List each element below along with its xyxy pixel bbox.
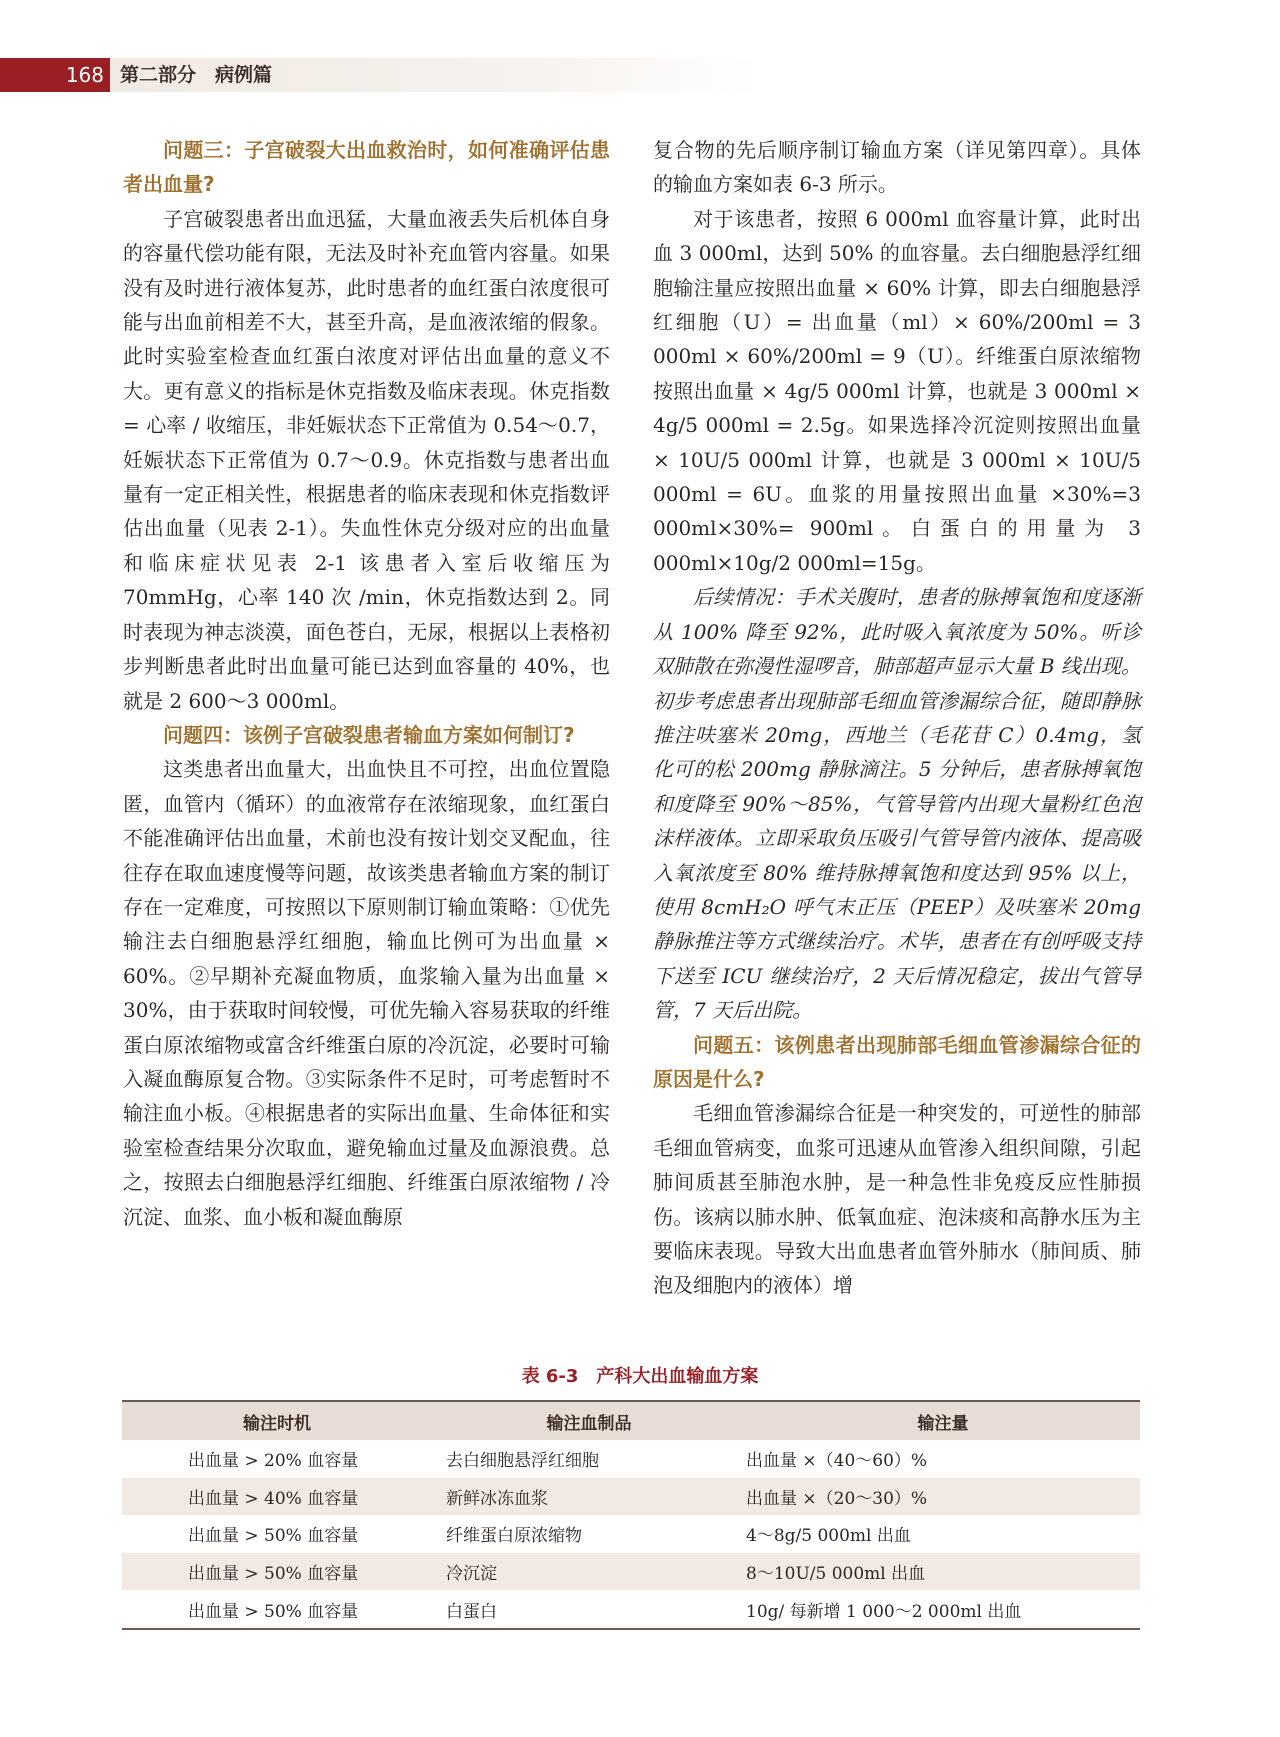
transfusion-table [122, 1400, 1140, 1630]
page-number: 168 [0, 58, 110, 92]
table-row [122, 1553, 1140, 1591]
body-paragraph: 对于该患者，按照 6 000ml 血容量计算，此时出血 3 000ml，达到 50% 的血容量。去白细胞悬浮红细胞输注量应按照出血量 × 60% 计算，即去白细胞悬浮红细胞（U）= 出血量（ml）× 60%/200ml = 3 000ml × 60%/200ml = 9（U）。纤维蛋白原浓缩物按照出血量 × 4g/5 000ml 计算，也就是 3 000ml × 4g/5 000ml = 2.5g。如果选择冷沉淀则按照出血量 × 10U/5 000ml 计算，也就是 3 000ml × 10U/5 000ml = 6U。血浆的用量按照出血量 ×30%=3 000ml×30%= 900ml。白蛋白的用量为 3 000ml×10g/2 000ml=15g。 [653, 206, 1141, 575]
table-cell: 10g/ 每新增 1 000～2 000ml 出血 [746, 1590, 1140, 1629]
table-header-cell: 输注时机 [122, 1401, 432, 1440]
table-cell: 冷沉淀 [432, 1553, 746, 1591]
table-row [122, 1478, 1140, 1516]
table-header-row [122, 1401, 1140, 1440]
table-cell: 出血量 ×（20～30）% [746, 1478, 1140, 1516]
body-paragraph: 子宫破裂患者出血迅猛，大量血液丢失后机体自身的容量代偿功能有限，无法及时补充血管内容量。如果没有及时进行液体复苏，此时患者的血红蛋白浓度很可能与出血前相差不大，甚至升高，是血液浓缩的假象。此时实验室检查血红蛋白浓度对评估出血量的意义不大。更有意义的指标是休克指数及临床表现。休克指数 = 心率 / 收缩压，非妊娠状态下正常值为 0.54～0.7，妊娠状态下正常值为 0.7～0.9。休克指数与患者出血量有一定正相关性，根据患者的临床表现和休克指数评估出血量（见表 2-1）。失血性休克分级对应的出血量和临床症状见表 2-1 该患者入室后收缩压为 70mmHg，心率 140 次 /min，休克指数达到 2。同时表现为神志淡漠，面色苍白，无尿，根据以上表格初步判断患者此时出血量可能已达到血容量的 40%，也就是 2 600～3 000ml。 [123, 206, 610, 713]
followup-paragraph: 后续情况：手术关腹时，患者的脉搏氧饱和度逐渐从 100% 降至 92%，此时吸入氧浓度为 50%。听诊双肺散在弥漫性湿啰音，肺部超声显示大量 B 线出现。初步考虑患者出现肺部毛细血管渗漏综合征，随即静脉推注呋塞米 20mg，西地兰（毛花苷 C）0.4mg，氢化可的松 200mg 静脉滴注。5 分钟后，患者脉搏氧饱和度降至 90%～85%，气管导管内出现大量粉红色泡沫样液体。立即采取负压吸引气管导管内液体、提高吸入氧浓度至 80% 维持脉搏氧饱和度达到 95% 以上，使用 8cmH₂O 呼气末正压（PEEP）及呋塞米 20mg 静脉推注等方式继续治疗。术毕，患者在有创呼吸支持下送至 ICU 继续治疗，2 天后情况稳定，拔出气管导管，7 天后出院。 [653, 585, 1141, 1023]
table-cell: 出血量 > 20% 血容量 [188, 1451, 359, 1472]
table-cell: 新鲜冰冻血浆 [432, 1478, 746, 1516]
table-row [122, 1440, 1140, 1478]
body-paragraph: 毛细血管渗漏综合征是一种突发的，可逆性的肺部毛细血管病变，血浆可迅速从血管渗入组织间隙，引起肺间质甚至肺泡水肿，是一种急性非免疫反应性肺损伤。该病以肺水肿、低氧血症、泡沫痰和高静水压为主要临床表现。导致大出血患者血管外肺水（肺间质、肺泡及细胞内的液体）增 [653, 1101, 1141, 1298]
table-cell: 出血量 > 40% 血容量 [122, 1478, 432, 1516]
question-heading: 问题三：子宫破裂大出血救治时，如何准确评估患者出血量? [123, 138, 610, 197]
page-header [0, 58, 760, 92]
table-header-cell: 输注血制品 [432, 1401, 746, 1440]
body-paragraph: 这类患者出血量大，出血快且不可控，出血位置隐匿，血管内（循环）的血液常存在浓缩现象，血红蛋白不能准确评估出血量，术前也没有按计划交叉配血，往往存在取血速度慢等问题，故该类患者输血方案的制订存在一定难度，可按照以下原则制订输血策略：①优先输注去白细胞悬浮红细胞，输血比例可为出血量 × 60%。②早期补充凝血物质，血浆输入量为出血量 × 30%，由于获取时间较慢，可优先输入容易获取的纤维蛋白原浓缩物或富含纤维蛋白原的冷沉淀，必要时可输入凝血酶原复合物。③实际条件不足时，可考虑暂时不输注血小板。④根据患者的实际出血量、生命体征和实验室检查结果分次取血，避免输血过量及血源浪费。总之，按照去白细胞悬浮红细胞、纤维蛋白原浓缩物 / 冷沉淀、血浆、血小板和凝血酶原 [123, 757, 610, 1229]
table-cell: 4～8g/5 000ml 出血 [746, 1526, 911, 1547]
table-cell: 8～10U/5 000ml 出血 [746, 1553, 1140, 1591]
left-column [123, 133, 610, 1234]
table-cell: 纤维蛋白原浓缩物 [446, 1526, 582, 1547]
table-row [122, 1590, 1140, 1629]
table-cell: 白蛋白 [432, 1590, 746, 1629]
body-paragraph: 复合物的先后顺序制订输血方案（详见第四章）。具体的输血方案如表 6-3 所示。 [653, 138, 1141, 197]
table-title: 表 6-3 产科大出血输血方案 [521, 1366, 759, 1387]
table-cell: 出血量 > 50% 血容量 [122, 1553, 432, 1591]
table-cell: 出血量 ×（40～60）% [746, 1451, 928, 1472]
table-cell: 出血量 > 50% 血容量 [188, 1526, 359, 1547]
table-header-cell: 输注量 [746, 1401, 1140, 1440]
table-cell: 出血量 > 50% 血容量 [122, 1590, 432, 1629]
question-heading: 问题四：该例子宫破裂患者输血方案如何制订? [163, 722, 575, 747]
right-column [653, 133, 1141, 1303]
question-heading: 问题五：该例患者出现肺部毛细血管渗漏综合征的原因是什么? [653, 1032, 1141, 1091]
section-title: 第二部分 病例篇 [120, 64, 273, 86]
table-row [122, 1515, 1140, 1553]
table-cell: 去白细胞悬浮红细胞 [446, 1451, 599, 1472]
